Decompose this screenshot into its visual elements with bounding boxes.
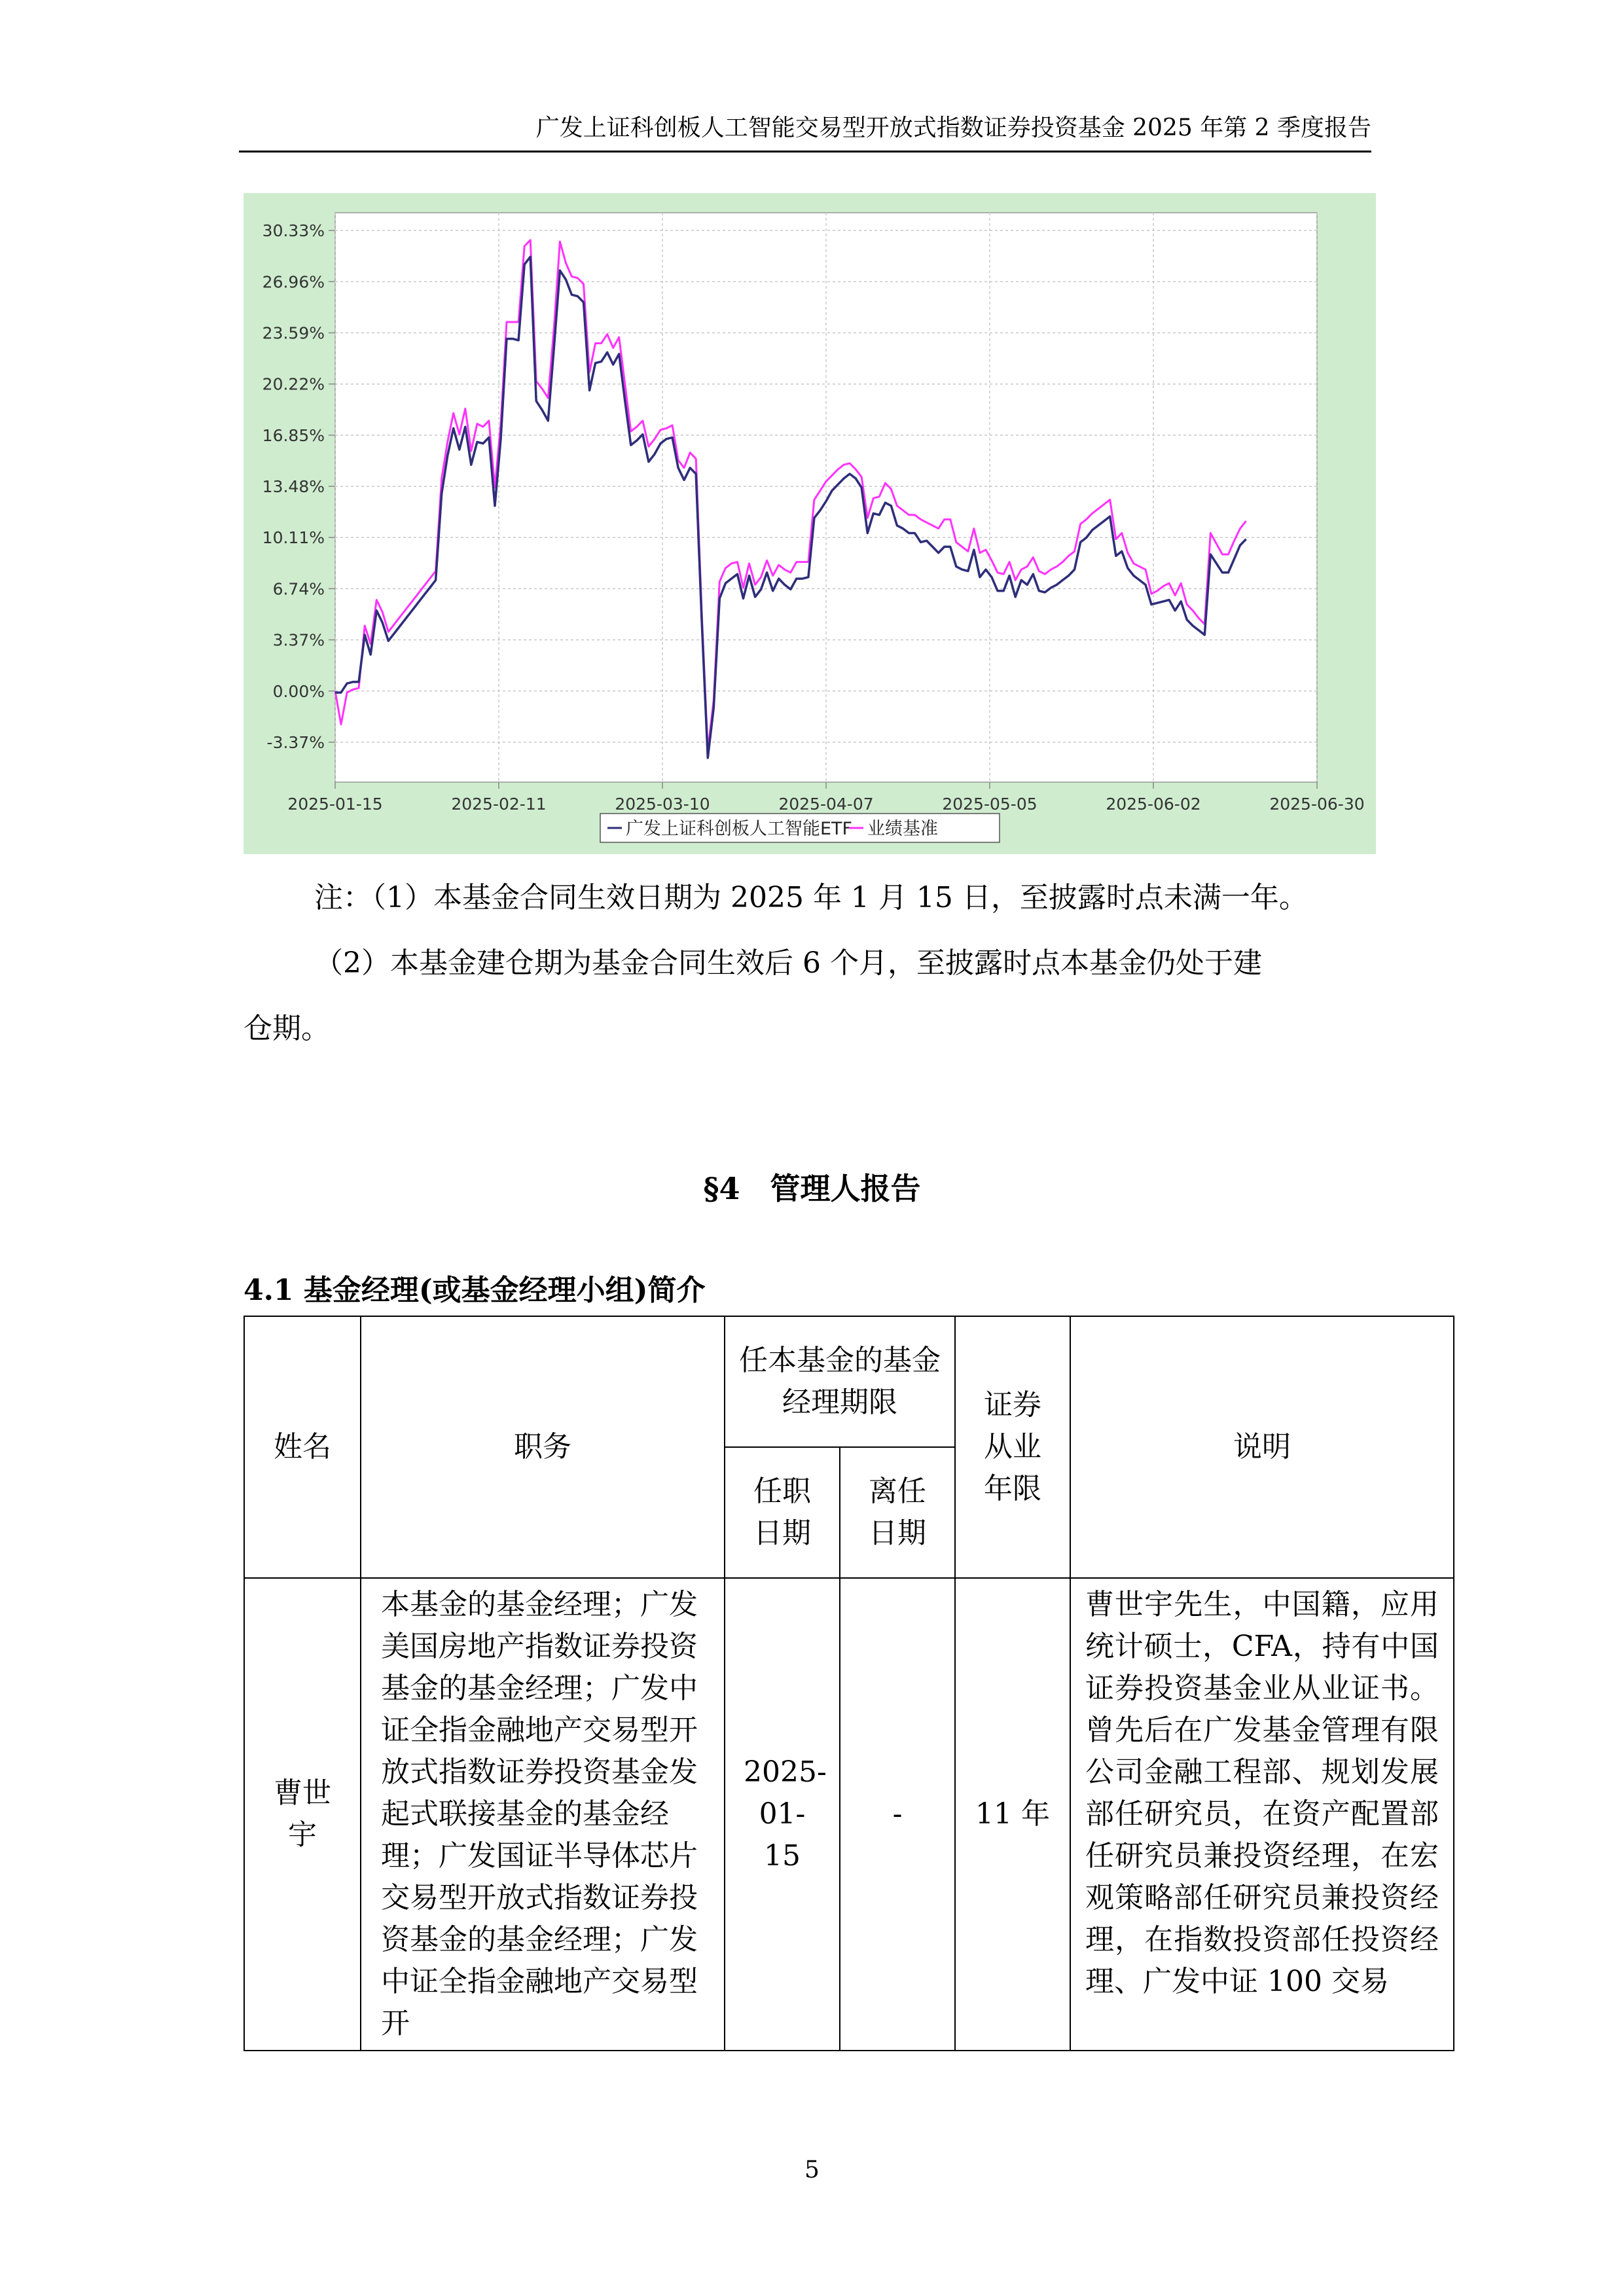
y-tick-label: 26.96% [262, 272, 325, 292]
y-tick-label: 13.48% [262, 477, 325, 497]
x-tick-label: 2025-02-11 [451, 795, 547, 814]
y-tick-label: 20.22% [262, 374, 325, 394]
page-number: 5 [804, 2157, 820, 2183]
header-name: 姓名 [244, 1316, 361, 1578]
header-desc: 说明 [1070, 1316, 1454, 1578]
x-tick-label: 2025-04-07 [778, 795, 874, 814]
cell-years: 11 年 [955, 1578, 1070, 2051]
line-chart-svg [244, 193, 1376, 854]
legend-label-fund: 广发上证科创板人工智能ETF [626, 819, 853, 839]
cell-end-date: - [840, 1578, 955, 2051]
legend-label-benchmark: 业绩基准 [867, 819, 938, 839]
header-title: 职务 [361, 1316, 725, 1578]
y-tick-label: 3.37% [272, 630, 325, 650]
legend [600, 814, 1000, 842]
page-header [239, 105, 1371, 152]
header-term: 任本基金的基金经理期限 [725, 1316, 955, 1447]
note-1: 注：（1）本基金合同生效日期为 2025 年 1 月 15 日，至披露时点未满一年。 [314, 881, 1308, 914]
x-tick-label: 2025-05-05 [942, 795, 1038, 814]
x-tick-label: 2025-03-10 [615, 795, 710, 814]
section-title: §4 管理人报告 [703, 1171, 921, 1206]
y-tick-label: 23.59% [262, 323, 325, 343]
performance-chart [244, 193, 1376, 854]
y-tick-label: 6.74% [272, 579, 325, 599]
cell-title: 本基金的基金经理；广发美国房地产指数证券投资基金的基金经理；广发中证全指金融地产交易型开放式指数证券投资基金发起式联接基金的基金经理；广发国证半导体芯片交易型开放式指数证券投资基金的基金经理；广发中证全指金融地产交易型开 [361, 1578, 725, 2051]
note-2-line-1: （2）本基金建仓期为基金合同生效后 6 个月，至披露时点本基金仍处于建 [314, 946, 1262, 980]
y-tick-label: 0.00% [272, 681, 325, 701]
cell-start-date: 2025-01-15 [725, 1578, 840, 2051]
header-start-date: 任职日期 [725, 1447, 840, 1578]
cell-desc: 曹世宇先生，中国籍，应用统计硕士，CFA，持有中国证券投资基金业从业证书。曾先后在广发基金管理有限公司金融工程部、规划发展部任研究员，在资产配置部任研究员兼投资经理，在宏观策略部任研究员兼投资经理，在指数投资部任投资经理、广发中证 100 交易 [1070, 1578, 1454, 2051]
y-tick-label: 16.85% [262, 425, 325, 445]
fund-manager-table [244, 1316, 1454, 2051]
cell-name: 曹世宇 [244, 1578, 361, 2051]
x-tick-label: 2025-06-30 [1269, 795, 1365, 814]
subsection-title: 4.1 基金经理(或基金经理小组)简介 [244, 1274, 706, 1307]
report-title: 广发上证科创板人工智能交易型开放式指数证券投资基金 2025 年第 2 季度报告 [535, 115, 1371, 141]
table-row [244, 1578, 1454, 2051]
x-tick-label: 2025-01-15 [287, 795, 383, 814]
header-end-date: 离任日期 [840, 1447, 955, 1578]
header-years: 证券从业年限 [955, 1316, 1070, 1578]
x-tick-label: 2025-06-02 [1106, 795, 1201, 814]
note-2-line-2: 仓期。 [244, 1012, 330, 1045]
y-tick-label: -3.37% [266, 732, 325, 752]
y-tick-label: 10.11% [262, 528, 325, 548]
y-tick-label: 30.33% [262, 221, 325, 241]
